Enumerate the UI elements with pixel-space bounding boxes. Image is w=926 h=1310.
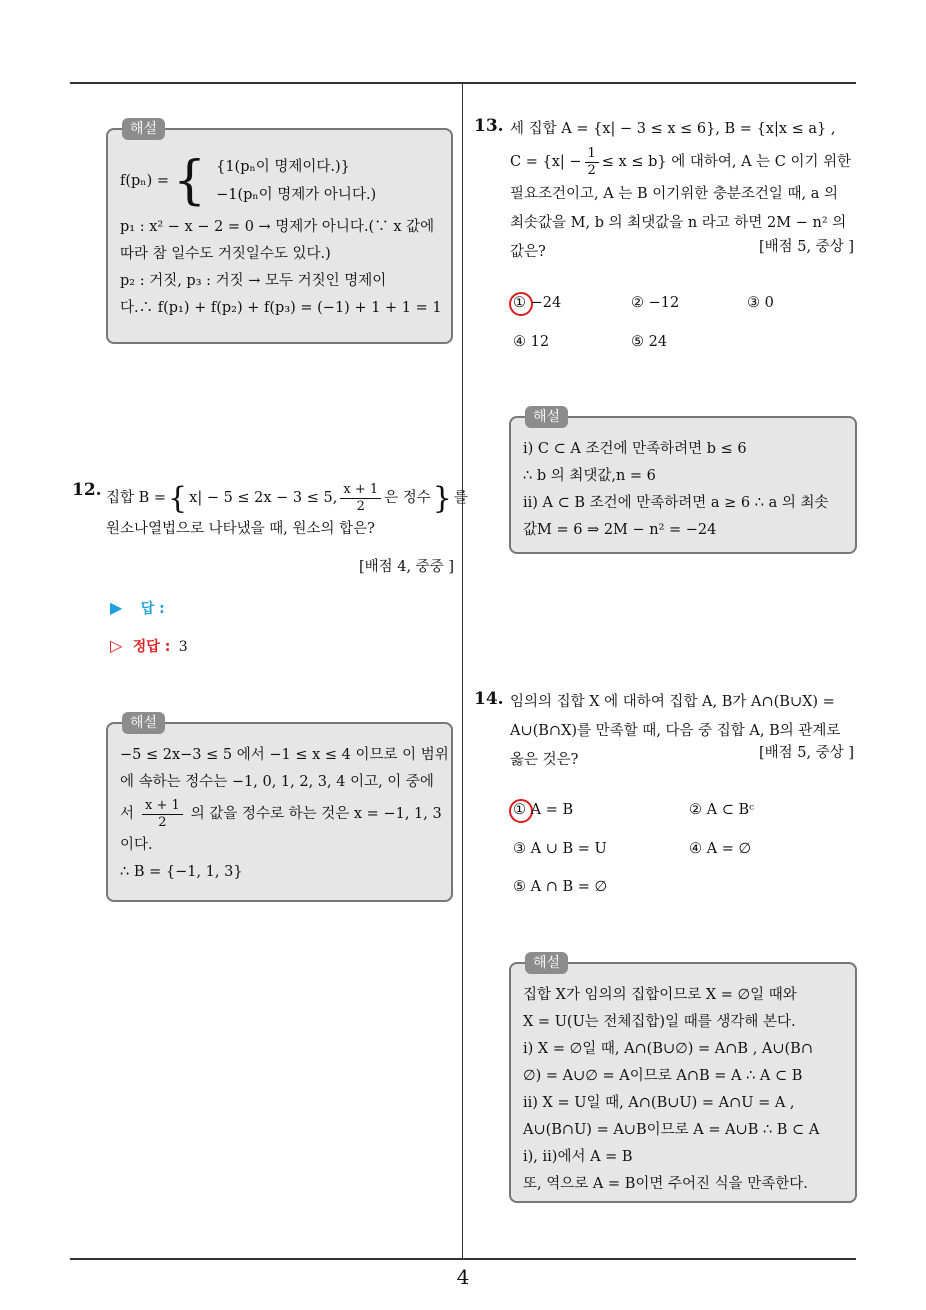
solution-line: −5 ≤ 2x−3 ≤ 5 에서 −1 ≤ x ≤ 4 이므로 이 범위 [120, 747, 449, 763]
choice-14-1[interactable]: ① A = B [513, 802, 574, 818]
question-13-line-1: 세 집합 A = {x| − 3 ≤ x ≤ 6}, B = {x|x ≤ a} , [510, 121, 836, 137]
solution-line: i), ii)에서 A = B [523, 1149, 633, 1165]
piecewise-definition [120, 148, 439, 214]
choice-13-5[interactable]: ⑤ 24 [631, 334, 668, 350]
question-number-14: 14. [474, 689, 504, 709]
choice-13-2[interactable]: ② −12 [631, 295, 680, 311]
question-number-12: 12. [72, 480, 102, 500]
fraction: $\frac{1}{2}$ [585, 146, 599, 179]
solution-tag: 해설 [525, 406, 568, 428]
question-13-points: [배점 5, 중상 ] [758, 239, 854, 255]
solution-line: ∴ B = {−1, 1, 3} [120, 864, 243, 880]
q14-solution-box [509, 955, 857, 1203]
solution-line: ii) X = U일 때, A∩(B∪U) = A∩U = A , [523, 1095, 795, 1111]
case-1: {1(pₙ이 명제이다.)} [216, 159, 350, 175]
function-lhs: f(pₙ) = [120, 172, 169, 189]
choice-13-1[interactable]: ① −24 [513, 295, 562, 311]
solution-tag: 해설 [122, 712, 165, 734]
play-arrow-icon: ▶ [110, 598, 123, 617]
solution-line: i) C ⊂ A 조건에 만족하려면 b ≤ 6 [523, 441, 747, 457]
correct-answer-row [110, 636, 188, 656]
answer-row [110, 598, 165, 618]
correct-label: 정답 : [132, 639, 171, 655]
solution-tag: 해설 [525, 952, 568, 974]
solution-tag: 해설 [122, 118, 165, 140]
question-14-line-2: A∪(B∩X)를 만족할 때, 다음 중 집합 A, B의 관계로 [510, 723, 841, 739]
question-13-line-3: 필요조건이고, A 는 B 이기위한 충분조건일 때, a 의 [510, 186, 838, 202]
solution-line: p₂ : 거짓, p₃ : 거짓 → 모두 거짓인 명제이 [120, 273, 387, 289]
question-12-text [106, 481, 468, 544]
question-12-line-2: 원소나열법으로 나타냈을 때, 원소의 합은? [106, 521, 375, 537]
solution-line: 서 $\frac{x + 1}{2}$ 의 값을 정수로 하는 것은 x = −1, 1, 3 [120, 797, 442, 830]
solution-line: X = U(U는 전체집합)일 때를 생각해 본다. [523, 1014, 796, 1030]
solution-line: 따라 참 일수도 거짓일수도 있다.) [120, 246, 331, 262]
choice-14-3[interactable]: ③ A ∪ B = U [513, 841, 607, 857]
solution-line: 값M = 6 ⇒ 2M − n² = −24 [523, 522, 717, 538]
solution-line: ∴ b 의 최댓값,n = 6 [523, 468, 656, 484]
correct-value: 3 [178, 639, 188, 655]
bottom-rule [70, 1258, 856, 1260]
cases [216, 153, 376, 209]
question-13-line-5: 값은? [510, 244, 546, 260]
choice-14-2[interactable]: ② A ⊂ Bᶜ [689, 802, 755, 818]
question-13-line-2: C = {x| − $\frac{1}{2}$ ≤ x ≤ b} 에 대하여, A 는 C 이기 위한 [510, 145, 852, 178]
solution-line: 이다. [120, 837, 153, 853]
question-12-line-1: 집합 B = { x| − 5 ≤ 2x − 3 ≤ 5, $\frac{x + 1}{2}$ 은 정수 } 를 [106, 481, 468, 516]
question-12-points: [배점 4, 중중 ] [358, 559, 454, 575]
q13-solution-box [509, 409, 857, 554]
solution-line: i) X = ∅일 때, A∩(B∪∅) = A∩B , A∪(B∩ [523, 1041, 813, 1057]
page-number: 4 [456, 1265, 470, 1289]
set-brace-open: { [168, 481, 188, 516]
set-brace-close: } [432, 481, 452, 516]
question-14-line-1: 임의의 집합 X 에 대하여 집합 A, B가 A∩(B∪X) = [510, 694, 835, 710]
question-14-line-3: 옳은 것은? [510, 752, 579, 768]
left-brace: { [173, 151, 207, 211]
solution-line: ∅) = A∪∅ = A이므로 A∩B = A ∴ A ⊂ B [523, 1068, 803, 1084]
q11-solution-box [106, 121, 453, 344]
question-14-points: [배점 5, 중상 ] [758, 745, 854, 761]
fraction: $\frac{x + 1}{2}$ [340, 482, 381, 515]
q12-solution-box [106, 715, 453, 902]
choice-13-3[interactable]: ③ 0 [747, 295, 774, 311]
solution-line: 에 속하는 정수는 −1, 0, 1, 2, 3, 4 이고, 이 중에 [120, 774, 434, 790]
solution-line: ii) A ⊂ B 조건에 만족하려면 a ≥ 6 ∴ a 의 최솟 [523, 495, 829, 511]
answer-label: 답 : [140, 601, 165, 617]
case-2: −1(pₙ이 명제가 아니다.) [216, 187, 377, 203]
column-divider [462, 83, 463, 1258]
question-number-13: 13. [474, 116, 504, 136]
solution-line: 다.∴ f(p₁) + f(p₂) + f(p₃) = (−1) + 1 + 1 = 1 [120, 300, 442, 316]
question-13-line-4: 최솟값을 M, b 의 최댓값을 n 라고 하면 2M − n² 의 [510, 215, 847, 231]
solution-line: p₁ : x² − x − 2 = 0 → 명제가 아니다.(∵ x 값에 [120, 219, 435, 235]
choice-14-4[interactable]: ④ A = ∅ [689, 841, 752, 857]
solution-line: 집합 X가 임의의 집합이므로 X = ∅일 때와 [523, 987, 797, 1003]
top-rule [70, 82, 856, 84]
fraction: $\frac{x + 1}{2}$ [142, 798, 183, 831]
solution-line: A∪(B∩U) = A∪B이므로 A = A∪B ∴ B ⊂ A [523, 1122, 820, 1138]
choice-14-5[interactable]: ⑤ A ∩ B = ∅ [513, 879, 608, 895]
outline-arrow-icon: ▷ [110, 636, 123, 655]
choice-13-4[interactable]: ④ 12 [513, 334, 550, 350]
solution-line: 또, 역으로 A = B이면 주어진 식을 만족한다. [523, 1176, 808, 1192]
